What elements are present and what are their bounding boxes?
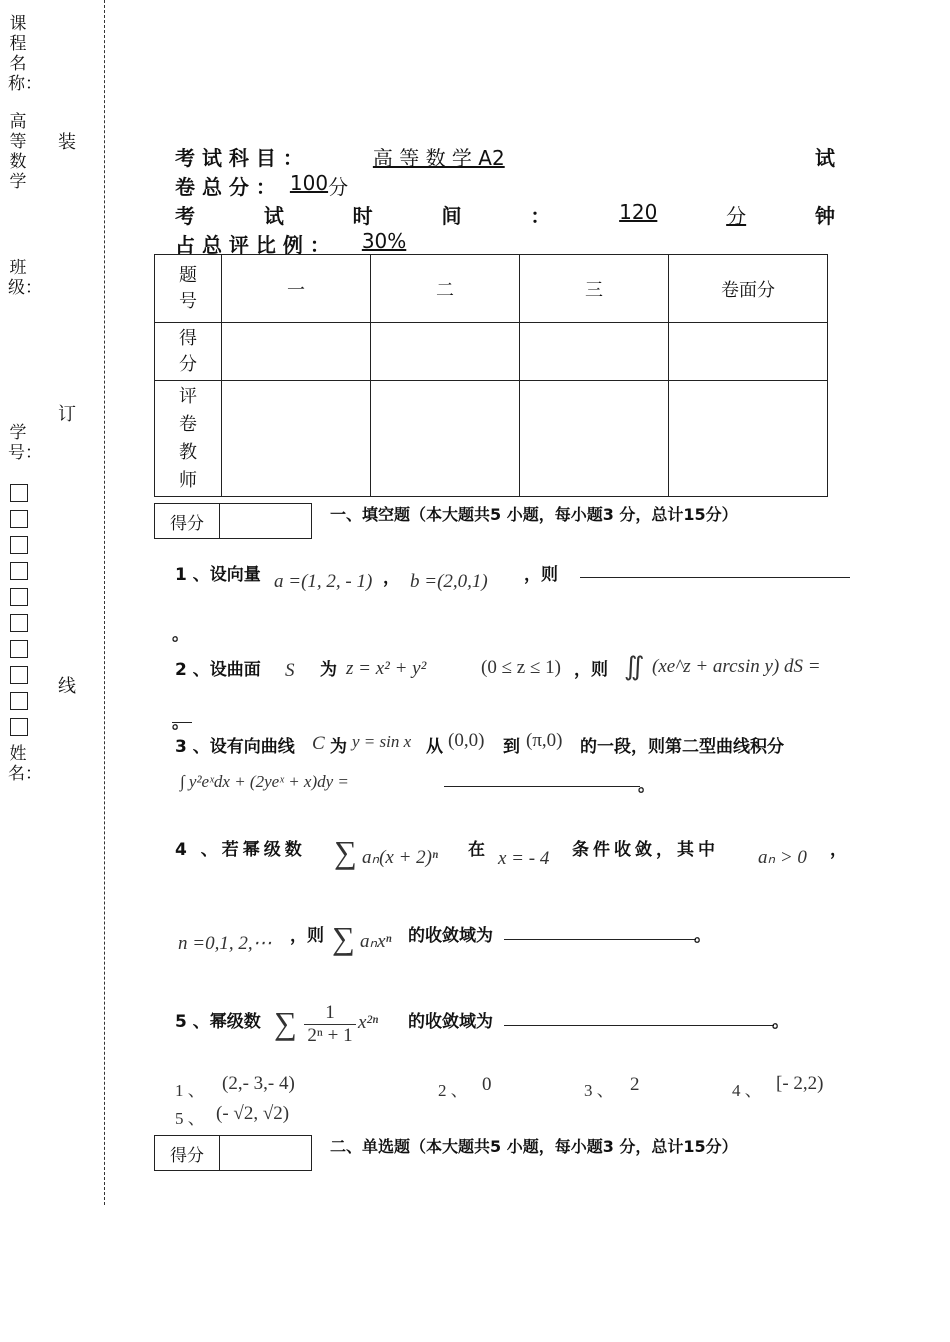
col-header-2: 二 bbox=[371, 255, 520, 323]
q2-range: (0 ≤ z ≤ 1) bbox=[481, 657, 561, 678]
time-unit-2: 钟 bbox=[814, 204, 835, 228]
q1-vector-b: b =(2,0,1) bbox=[410, 571, 488, 592]
section1-score-label: 得分 bbox=[155, 504, 220, 538]
q5-numerator: 1 bbox=[325, 1002, 335, 1023]
binding-mark-xian: 线 bbox=[58, 676, 76, 697]
score-cell[interactable] bbox=[520, 323, 669, 381]
section2-score-input[interactable] bbox=[220, 1136, 311, 1170]
q5-denominator: 2ⁿ + 1 bbox=[304, 1024, 356, 1047]
id-label-text: 学号： bbox=[8, 423, 42, 463]
student-id-boxes[interactable] bbox=[10, 484, 28, 744]
q4-then: ，则 bbox=[290, 926, 324, 946]
q5-fraction bbox=[304, 1002, 356, 1047]
q3-to: 到 bbox=[503, 737, 520, 757]
id-digit-box[interactable] bbox=[10, 666, 28, 684]
q4-comma: ， bbox=[830, 840, 847, 860]
answer-5-value: (- √2, √2) bbox=[216, 1103, 290, 1124]
q4-an-positive: aₙ > 0 bbox=[758, 847, 807, 868]
binding-mark-zhuang: 装 bbox=[58, 132, 76, 153]
total-label: 卷 总 分 ： bbox=[175, 175, 276, 199]
q5-number: 5 、幂级数 bbox=[175, 1012, 261, 1032]
q1-number: 1 、设向量 bbox=[175, 565, 261, 585]
q4-sigma2: ∑ bbox=[332, 920, 355, 956]
q3-answer-blank[interactable] bbox=[444, 786, 640, 787]
answer-1-label: 1 、 bbox=[175, 1081, 205, 1100]
q3-tail: 的一段，则第二型曲线积分 bbox=[580, 737, 784, 757]
class-label-text: 班级： bbox=[8, 258, 42, 298]
q3-end-point: (π,0) bbox=[526, 730, 563, 751]
section2-score-label: 得分 bbox=[155, 1136, 220, 1170]
q5-sigma: ∑ bbox=[274, 1005, 297, 1041]
id-digit-box[interactable] bbox=[10, 588, 28, 606]
course-name-label bbox=[8, 14, 42, 94]
q4-tail: 的收敛域为 bbox=[408, 926, 493, 946]
id-digit-box[interactable] bbox=[10, 692, 28, 710]
total-label-part1: 试 bbox=[815, 146, 835, 170]
q4-n-range: n =0,1, 2,⋯ bbox=[178, 933, 272, 954]
score-table bbox=[154, 254, 828, 497]
grader-cell[interactable] bbox=[371, 381, 520, 497]
q3-curve-eq: y = sin x bbox=[352, 732, 412, 751]
subject-row bbox=[175, 142, 835, 171]
col-header-1: 一 bbox=[222, 255, 371, 323]
q1-vector-a: a =(1, 2, - 1) bbox=[274, 571, 373, 592]
time-row bbox=[175, 200, 835, 229]
q2-double-integral: ∬ bbox=[624, 652, 645, 681]
q3-line-integral: ∫ y²eˣdx + (2yeˣ + x)dy = bbox=[180, 772, 349, 791]
id-digit-box[interactable] bbox=[10, 640, 28, 658]
q2-integrand: (xe^z + arcsin y) dS = bbox=[652, 656, 821, 677]
grader-cell[interactable] bbox=[669, 381, 828, 497]
q1-then: ，则 bbox=[524, 565, 558, 585]
course-name-text: 高等数学 bbox=[9, 112, 27, 192]
section1-score-box bbox=[154, 503, 312, 539]
q4-x-value: x = - 4 bbox=[498, 848, 550, 869]
score-cell[interactable] bbox=[669, 323, 828, 381]
col-header-total: 卷面分 bbox=[669, 255, 828, 323]
id-digit-box[interactable] bbox=[10, 614, 28, 632]
score-cell[interactable] bbox=[222, 323, 371, 381]
subject-value bbox=[333, 142, 815, 171]
total-value: 100 bbox=[289, 171, 329, 195]
name-label-text: 姓名： bbox=[8, 744, 42, 784]
q5-answer-blank[interactable] bbox=[504, 1025, 774, 1026]
row-header-grader bbox=[155, 381, 222, 497]
answer-3-value: 2 bbox=[630, 1074, 640, 1095]
section1-title: 一、填空题（本大题共5 小题，每小题3 分，总计15分） bbox=[330, 505, 738, 524]
id-digit-box[interactable] bbox=[10, 510, 28, 528]
binding-line bbox=[104, 0, 105, 1205]
answer-2-label: 2 、 bbox=[438, 1081, 468, 1100]
time-label-5: ： bbox=[530, 204, 551, 228]
subject-value-text: 高 等 数 学 A2 bbox=[372, 146, 505, 170]
time-label-4: 间 bbox=[441, 204, 462, 228]
section2-score-box bbox=[154, 1135, 312, 1171]
section1-score-input[interactable] bbox=[220, 504, 311, 538]
answer-4-value: [- 2,2) bbox=[776, 1073, 824, 1094]
time-label-2: 试 bbox=[263, 204, 284, 228]
answer-4-label: 4 、 bbox=[732, 1081, 762, 1100]
answer-5-label: 5 、 bbox=[175, 1109, 205, 1128]
row-header-question-number bbox=[155, 255, 222, 323]
q2-surface-eq: z = x² + y² bbox=[346, 658, 427, 679]
q4-at: 在 bbox=[468, 840, 485, 860]
q4-series2: aₙxⁿ bbox=[360, 931, 392, 952]
col-header-3: 三 bbox=[520, 255, 669, 323]
q4-end: 。 bbox=[694, 926, 711, 946]
q2-number: 2 、设曲面 bbox=[175, 660, 261, 680]
time-value: 120 bbox=[619, 200, 658, 224]
q1-separator: ， bbox=[383, 568, 400, 588]
q4-sigma: ∑ bbox=[334, 834, 357, 870]
student-name-label bbox=[8, 744, 42, 784]
answer-1-value: (2,- 3,- 4) bbox=[222, 1073, 295, 1094]
section2-title: 二、单选题（本大题共5 小题，每小题3 分，总计15分） bbox=[330, 1137, 738, 1156]
row-header-text: 评卷教师 bbox=[179, 385, 197, 491]
q4-condition: 条件收敛，其中 bbox=[572, 840, 719, 860]
q1-end: 。 bbox=[172, 625, 189, 645]
class-label bbox=[8, 258, 42, 298]
q5-power: x²ⁿ bbox=[358, 1012, 379, 1033]
answer-3-label: 3 、 bbox=[584, 1081, 614, 1100]
grader-cell[interactable] bbox=[222, 381, 371, 497]
binding-mark-ding: 订 bbox=[58, 404, 76, 425]
id-digit-box[interactable] bbox=[10, 484, 28, 502]
ratio-value: 30% bbox=[361, 229, 407, 253]
subject-label: 考 试 科 目 ： bbox=[175, 146, 303, 170]
answer-2-value: 0 bbox=[482, 1074, 492, 1095]
q2-end: 。 bbox=[172, 713, 189, 733]
time-label-1: 考 bbox=[175, 204, 195, 228]
time-unit-1: 分 bbox=[726, 204, 747, 228]
q3-start-point: (0,0) bbox=[448, 730, 485, 751]
q5-end: 。 bbox=[772, 1012, 789, 1032]
total-row bbox=[175, 171, 835, 200]
q4-series: aₙ(x + 2)ⁿ bbox=[362, 847, 438, 868]
row-header-text: 得分 bbox=[179, 327, 197, 375]
q3-end: 。 bbox=[638, 776, 655, 796]
q4-answer-blank[interactable] bbox=[504, 939, 696, 940]
id-digit-box[interactable] bbox=[10, 562, 28, 580]
q1-answer-blank[interactable] bbox=[580, 577, 850, 578]
q2-surface-s: S bbox=[285, 660, 295, 681]
row-header-score bbox=[155, 323, 222, 381]
q3-curve-c: C bbox=[312, 733, 325, 754]
q4-number: 4 、若幂级数 bbox=[175, 840, 306, 860]
q5-tail: 的收敛域为 bbox=[408, 1012, 493, 1032]
row-header-text: 题号 bbox=[179, 264, 197, 312]
course-name-value bbox=[8, 112, 28, 192]
q2-answer-blank[interactable] bbox=[172, 722, 192, 723]
q3-is: 为 bbox=[330, 737, 347, 757]
q3-from: 从 bbox=[426, 737, 443, 757]
total-unit: 分 bbox=[328, 175, 349, 199]
score-cell[interactable] bbox=[371, 323, 520, 381]
ratio-label: 占 总 评 比 例 ： bbox=[175, 233, 330, 257]
student-id-label bbox=[8, 423, 42, 463]
course-label-text: 课程名称： bbox=[8, 14, 42, 94]
id-digit-box[interactable] bbox=[10, 718, 28, 736]
q2-is: 为 bbox=[320, 660, 337, 680]
q3-number: 3 、设有向曲线 bbox=[175, 737, 295, 757]
time-label-3: 时 bbox=[352, 204, 373, 228]
grader-cell[interactable] bbox=[520, 381, 669, 497]
q2-then: ，则 bbox=[574, 660, 608, 680]
id-digit-box[interactable] bbox=[10, 536, 28, 554]
